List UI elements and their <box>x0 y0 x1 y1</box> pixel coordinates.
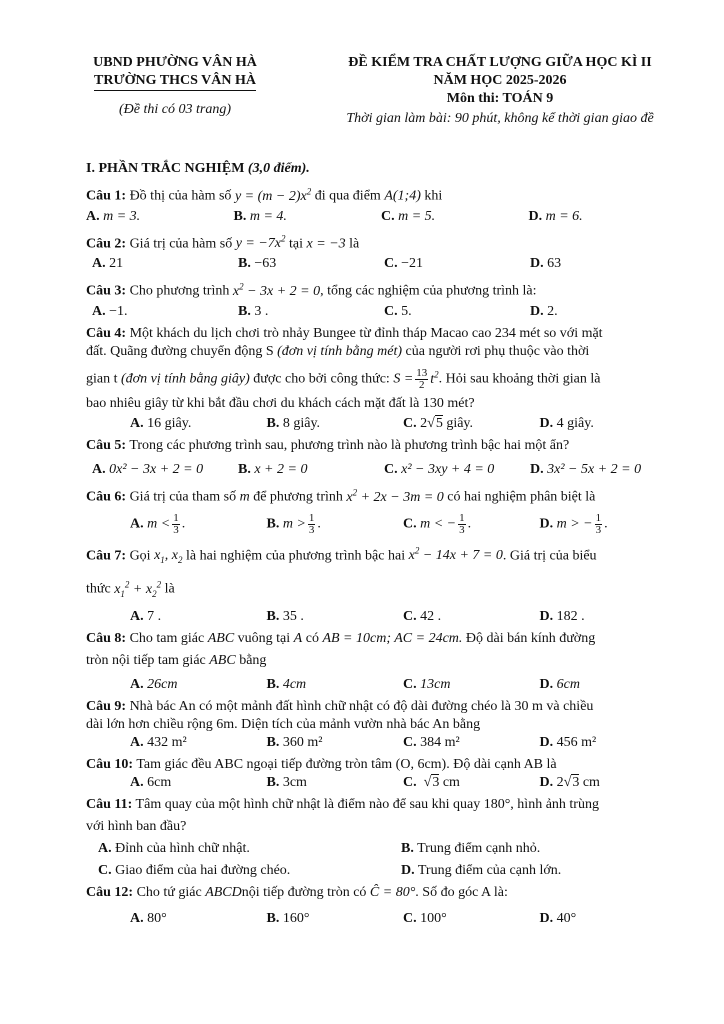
q1-option-c[interactable]: C. m = 5. <box>381 208 436 224</box>
q3-option-c[interactable]: C. 5. <box>384 303 412 319</box>
q11-option-b[interactable]: B. Trung điểm cạnh nhỏ. <box>401 841 541 857</box>
q2-option-d[interactable]: D. 63 <box>530 256 562 272</box>
q1-options <box>86 208 676 226</box>
q6-option-d[interactable]: D. m > − $\frac{1}{3}$ . <box>539 511 608 536</box>
q5-option-c[interactable]: C. x² − 3xy + 4 = 0 <box>384 461 495 477</box>
q11-option-a[interactable]: A. Đỉnh của hình chữ nhật. <box>98 841 250 857</box>
q10-option-d[interactable]: D. 2√3 cm <box>539 775 600 791</box>
question-4: Câu 4: Một khách du lịch chơi trò nhảy Bungee từ đỉnh tháp Macao cao 234 mét so với mặt đất. Quãng đường chuyển động S (đơn vị tính bằng mét) của người rơi phụ thuộc vào thời gian t (đơn vị tính bằng giây) được cho bởi công thức: S = $\frac{13}{2}$ $t^2$. Hỏi sau khoảng thời gian là bao nhiêu giây từ khi bắt đầu chơi du khách cách mặt đất là 130 mét? <box>86 325 603 411</box>
q9-options <box>86 734 676 752</box>
question-1: Câu 1: Đồ thị của hàm số $y = (m - 2)x^2$ đi qua điểm A(1;4) khi <box>86 186 443 204</box>
q8-option-c[interactable]: C. 13cm <box>403 677 451 693</box>
q4-options <box>86 415 676 433</box>
q11-option-c[interactable]: C. Giao điểm của hai đường chéo. <box>98 863 291 879</box>
q12-option-a[interactable]: A. 80° <box>130 911 167 927</box>
q2-option-a[interactable]: A. 21 <box>92 256 124 272</box>
q12-options <box>86 910 676 928</box>
q2-option-c[interactable]: C. −21 <box>384 256 424 272</box>
exam-title: ĐỀ KIỂM TRA CHẤT LƯỢNG GIỮA HỌC KÌ II <box>348 55 652 70</box>
q3-option-a[interactable]: A. −1. <box>92 303 128 319</box>
q6-option-c[interactable]: C. m < − $\frac{1}{3}$ . <box>403 511 472 536</box>
q10-option-a[interactable]: A. 6cm <box>130 775 172 791</box>
question-9: Câu 9: Nhà bác An có một mảnh đất hình chữ nhật có độ dài đường chéo là 30 m và chiều dài lớn hơn chiều rộng 6m. Diện tích của mảnh vườn nhà bác An bằng <box>86 699 594 733</box>
q9-option-d[interactable]: D. 456 m² <box>539 735 597 751</box>
q12-option-c[interactable]: C. 100° <box>403 911 447 927</box>
q3-options <box>86 303 676 321</box>
q8-options <box>86 676 676 694</box>
q7-option-c[interactable]: C. 42 . <box>403 609 442 625</box>
q4-option-d[interactable]: D. 4 giây. <box>539 415 594 431</box>
q3-option-d[interactable]: D. 2. <box>530 303 558 319</box>
question-2: Câu 2: Giá trị của hàm số $y = -7x^2$ tại x = −3 là <box>86 233 360 252</box>
q5-options <box>86 461 676 479</box>
q7-options <box>86 608 676 626</box>
q7-option-d[interactable]: D. 182 . <box>539 609 585 625</box>
q12-option-b[interactable]: B. 160° <box>266 911 310 927</box>
q8-option-a[interactable]: A. 26cm <box>130 677 178 693</box>
subject: Môn thi: TOÁN 9 <box>446 91 554 106</box>
section-title: I. PHẦN TRẮC NGHIỆM (3,0 điểm). <box>86 161 310 176</box>
question-11: Câu 11: Tâm quay của một hình chữ nhật là điểm nào để sau khi quay 180°, hình ảnh trùng với hình ban đầu? <box>86 797 599 835</box>
school-name: TRƯỜNG THCS VÂN HÀ <box>94 72 256 91</box>
q1-option-d[interactable]: D. m = 6. <box>528 208 583 224</box>
question-7: Câu 7: Gọi $x_1$, $x_2$ là hai nghiệm của phương trình bậc hai $x^2 - 14x + 7 = 0$. Giá trị của biểu thức $x_1^2 + x_2^2$ là <box>86 545 597 599</box>
q3-option-b[interactable]: B. 3 . <box>238 303 269 319</box>
q8-option-d[interactable]: D. 6cm <box>539 677 580 693</box>
question-5: Câu 5: Trong các phương trình sau, phương trình nào là phương trình bậc hai một ẩn? <box>86 437 570 453</box>
q5-option-a[interactable]: A. 0x² − 3x + 2 = 0 <box>92 461 204 477</box>
q5-option-d[interactable]: D. 3x² − 5x + 2 = 0 <box>530 461 642 477</box>
q5-option-b[interactable]: B. x + 2 = 0 <box>238 461 308 477</box>
ward-name: UBND PHƯỜNG VÂN HÀ <box>93 55 257 70</box>
q9-option-c[interactable]: C. 384 m² <box>403 735 460 751</box>
q10-option-c[interactable]: C. √3 cm <box>403 775 460 791</box>
question-6: Câu 6: Giá trị của tham số m để phương trình $x^2 + 2x - 3m = 0$ có hai nghiệm phân biệt là <box>86 486 596 505</box>
q2-option-b[interactable]: B. −63 <box>238 256 277 272</box>
q9-option-a[interactable]: A. 432 m² <box>130 735 187 751</box>
q10-options <box>86 774 676 792</box>
question-10: Câu 10: Tam giác đều ABC ngoại tiếp đường tròn tâm (O, 6cm). Độ dài cạnh AB là <box>86 757 557 773</box>
school-year: NĂM HỌC 2025-2026 <box>433 73 567 88</box>
q1-option-b[interactable]: B. m = 4. <box>233 208 287 224</box>
question-8: Câu 8: Cho tam giác ABC vuông tại A có AB = 10cm; AC = 24cm. Độ dài bán kính đường tròn nội tiếp tam giác ABC bằng <box>86 631 596 669</box>
q6-options <box>86 513 676 536</box>
q4-option-b[interactable]: B. 8 giây. <box>266 415 321 431</box>
question-3: Câu 3: Cho phương trình $x^2 - 3x + 2 = 0$, tổng các nghiệm của phương trình là: <box>86 281 537 299</box>
q9-option-b[interactable]: B. 360 m² <box>266 735 323 751</box>
q11-options <box>98 840 676 880</box>
q6-option-a[interactable]: A. m < $\frac{1}{3}$ . <box>130 511 186 536</box>
q1-option-a[interactable]: A. m = 3. <box>86 208 141 224</box>
exam-content <box>86 160 676 932</box>
q6-option-b[interactable]: B. m > $\frac{1}{3}$ . <box>266 511 321 536</box>
time-note: Thời gian làm bài: 90 phút, không kể thời gian giao đề <box>346 111 654 126</box>
q4-option-a[interactable]: A. 16 giây. <box>130 415 192 431</box>
exam-header <box>300 54 700 128</box>
q7-option-b[interactable]: B. 35 . <box>266 609 304 625</box>
q4-option-c[interactable]: C. 2√5 giây. <box>403 415 474 431</box>
q12-option-d[interactable]: D. 40° <box>539 911 577 927</box>
q2-options <box>86 255 676 273</box>
q10-option-b[interactable]: B. 3cm <box>266 775 307 791</box>
q7-option-a[interactable]: A. 7 . <box>130 609 162 625</box>
school-header <box>60 54 290 119</box>
page-count-note: (Đề thi có 03 trang) <box>119 102 231 117</box>
q8-option-b[interactable]: B. 4cm <box>266 677 307 693</box>
q11-option-d[interactable]: D. Trung điểm của cạnh lớn. <box>401 863 562 879</box>
question-12: Câu 12: Cho tứ giác ABCDnội tiếp đường tròn có Ĉ = 80°. Số đo góc A là: <box>86 885 508 901</box>
